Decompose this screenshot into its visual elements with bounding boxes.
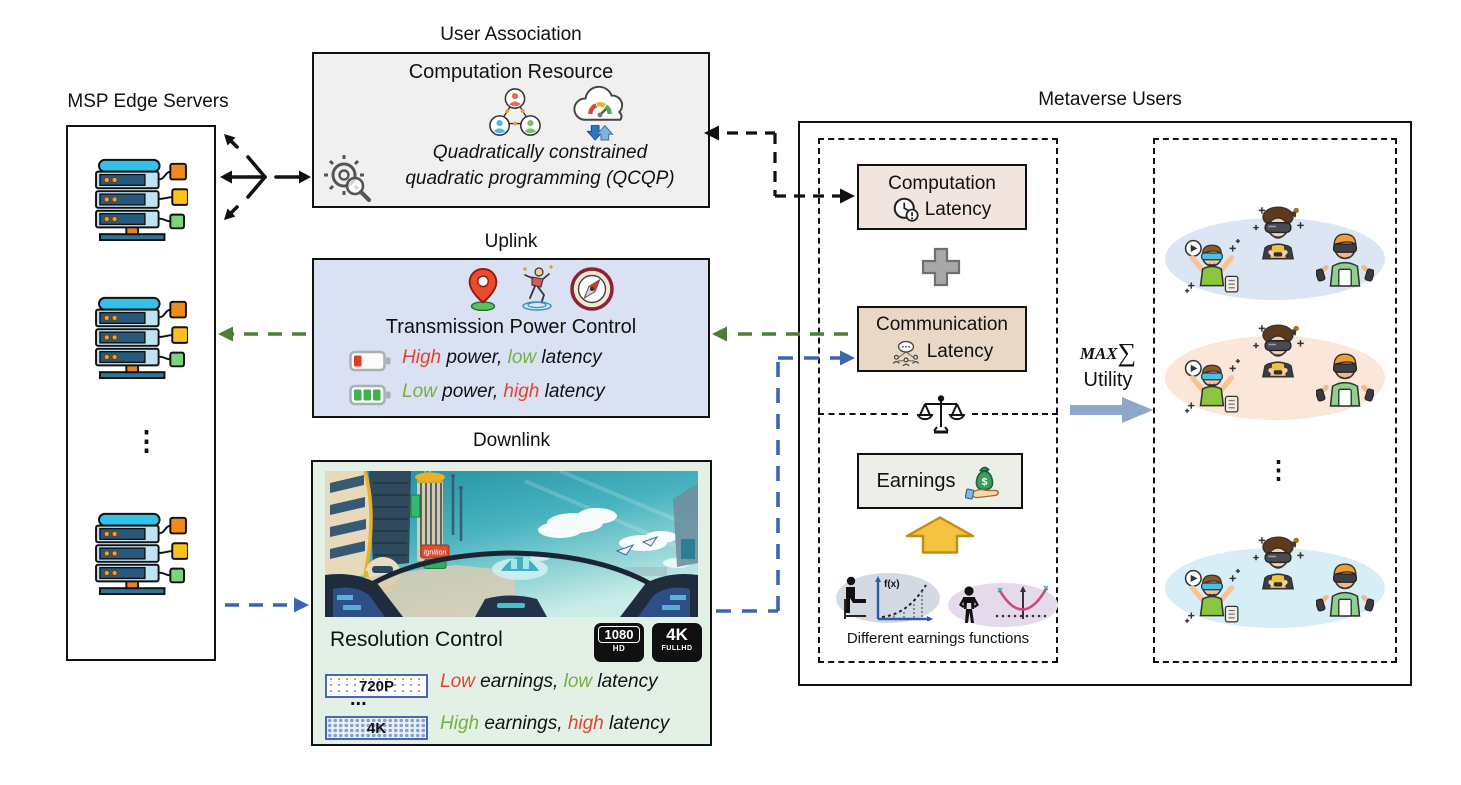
uplink-row2-w3: high <box>503 381 540 402</box>
sitting-user-fx-chart-icon <box>842 575 934 621</box>
svg-text:$: $ <box>982 476 988 488</box>
gear-search-icon <box>322 152 374 204</box>
transmission-power-heading: Transmission Power Control <box>385 316 637 338</box>
communication-latency-line2: Latency <box>926 340 994 362</box>
clock-alert-icon <box>893 197 919 223</box>
computation-resource-heading: Computation Resource <box>408 61 614 83</box>
user-association-title: User Association <box>440 24 582 45</box>
downlink-title: Downlink <box>472 430 551 451</box>
communication-latency-box <box>857 306 1027 372</box>
team-network-icon <box>488 87 542 139</box>
tradeoff-divider-right <box>972 413 1058 415</box>
earnings-box <box>857 453 1023 509</box>
uplink-row1-text <box>402 347 602 369</box>
server-icon <box>93 510 189 596</box>
server-icon <box>93 294 189 380</box>
vr-user-icon <box>1248 534 1308 594</box>
balance-scales-icon <box>917 394 965 438</box>
computation-latency-line1: Computation <box>888 173 996 195</box>
server-icon <box>93 156 189 242</box>
downlink-row1-w4: latency <box>592 671 658 692</box>
plus-icon <box>921 247 961 287</box>
up-arrow-icon <box>904 516 976 554</box>
downlink-row2-w4: latency <box>603 713 670 734</box>
earnings-label: Earnings <box>876 469 956 492</box>
compass-icon <box>570 267 614 311</box>
resolution-720p-label: 720P <box>358 677 395 695</box>
location-pin-icon <box>466 267 500 311</box>
badge-4k-bottom: FULLHD <box>661 645 693 652</box>
downlink-row2-w3: high <box>567 713 604 734</box>
standing-user-ucurve-chart-icon <box>956 585 1052 625</box>
tradeoff-divider-left <box>818 413 908 415</box>
communication-latency-line1: Communication <box>876 314 1008 336</box>
resolution-720p-chip <box>325 674 428 698</box>
uplink-row1-w4: latency <box>536 347 602 368</box>
downlink-row2-w1: High <box>440 713 480 734</box>
badge-1080hd-top: 1080 <box>598 626 640 643</box>
downlink-row1-w1: Low <box>440 671 475 692</box>
branch-arrows <box>216 126 316 230</box>
vr-user-icon <box>1184 238 1242 296</box>
battery-full-icon <box>349 383 391 407</box>
vr-user-icon <box>1316 560 1374 618</box>
msp-edge-servers-label: MSP Edge Servers <box>67 91 229 112</box>
badge-1080hd <box>594 623 644 662</box>
qcqp-line1: Quadratically constrained <box>432 142 648 163</box>
utility-arrow-icon <box>1070 396 1154 424</box>
sigma-symbol: ∑ <box>1117 338 1137 367</box>
cloud-gauge-icon <box>570 85 630 141</box>
ignition-sign-text: Ignition <box>423 549 447 557</box>
uplink-row2-text <box>402 381 605 403</box>
vr-user-icon <box>1248 322 1308 382</box>
resolution-ellipsis: ... <box>350 688 367 710</box>
downlink-row2-w2: earnings, <box>479 713 568 734</box>
downlink-row1-text <box>440 671 658 693</box>
computation-latency-line2: Latency <box>924 198 992 220</box>
objective-utility: Utility <box>1083 369 1133 391</box>
objective-max: MAX <box>1079 344 1118 363</box>
resolution-4k-label: 4K <box>366 719 387 737</box>
badge-4k <box>652 623 702 662</box>
resolution-4k-chip <box>325 716 428 740</box>
computation-latency-box <box>857 164 1027 230</box>
vr-user-icon <box>1248 204 1308 264</box>
objective-max-sum <box>1062 336 1154 366</box>
earnings-functions-caption: Different earnings functions <box>846 630 1030 647</box>
metaverse-users-title: Metaverse Users <box>1038 89 1182 110</box>
vr-user-icon <box>1316 230 1374 288</box>
metaverse-scene-image <box>325 471 698 617</box>
money-bag-hand-icon <box>965 462 1003 500</box>
uplink-row2-w1: Low <box>402 381 437 402</box>
badge-4k-top: 4K <box>666 625 688 644</box>
vr-user-icon <box>1184 568 1242 626</box>
uplink-title: Uplink <box>484 231 538 252</box>
uplink-row1-w3: low <box>507 347 537 368</box>
servers-ellipsis: ⋮ <box>133 426 160 456</box>
uplink-row2-w2: power, <box>436 381 504 402</box>
uplink-row2-w4: latency <box>539 381 605 402</box>
vr-user-icon <box>1184 358 1242 416</box>
group-chat-icon <box>891 338 921 366</box>
qcqp-line2: quadratic programming (QCQP) <box>405 168 675 189</box>
uplink-row1-w1: High <box>402 347 442 368</box>
downlink-row1-w2: earnings, <box>474 671 564 692</box>
downlink-row2-text <box>440 713 669 735</box>
resolution-control-heading: Resolution Control <box>330 628 503 651</box>
battery-low-icon <box>349 349 391 373</box>
dancer-icon <box>518 265 556 311</box>
downlink-row1-w3: low <box>563 671 593 692</box>
user-groups-ellipsis: ⋮ <box>1266 456 1291 484</box>
uplink-row1-w2: power, <box>441 347 508 368</box>
badge-1080hd-bottom: HD <box>612 644 626 653</box>
vr-user-icon <box>1316 350 1374 408</box>
